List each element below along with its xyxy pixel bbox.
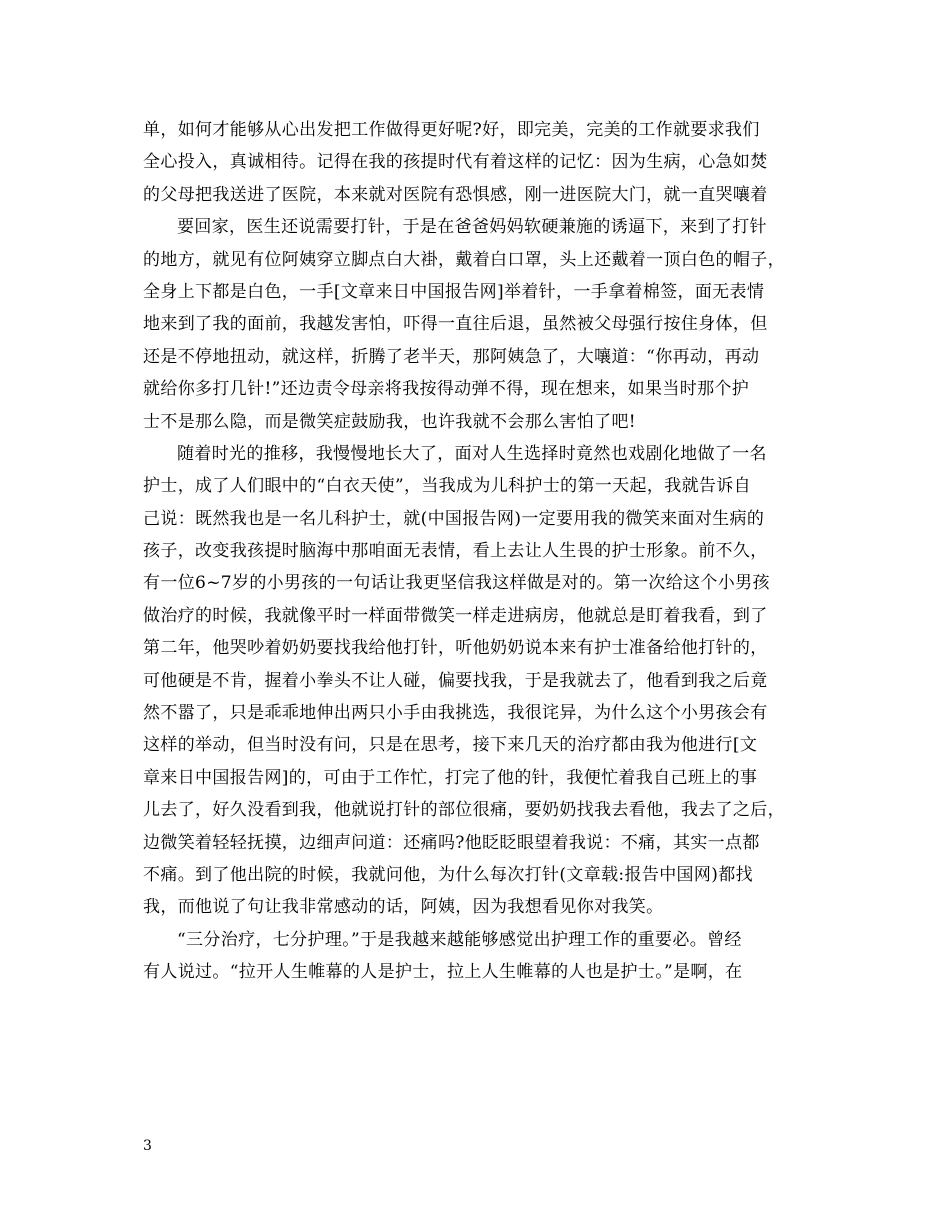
text-line: 这样的举动，但当时没有问，只是在思考，接下来几天的治疗都由我为他进行[文 (143, 735, 758, 756)
text-line: 有人说过。“拉开人生帷幕的人是护士，拉上人生帷幕的人也是护士。”是啊，在 (143, 962, 743, 983)
text-line: 士不是那么隐，而是微笑症鼓励我，也许我就不会那么害怕了吧! (143, 411, 636, 432)
text-line: 地来到了我的面前，我越发害怕，吓得一直往后退，虽然被父母强行按住身体，但 (143, 314, 768, 335)
body-text (143, 114, 813, 989)
text-line: 章来日中国报告网]的，可由于工作忙，打完了他的针，我便忙着我自己班上的事 (143, 767, 758, 788)
text-line: 单，如何才能够从心出发把工作做得更好呢?好，即完美，完美的工作就要求我们 (143, 120, 760, 140)
text-line: 然不嚣了，只是乖乖地伸出两只小手由我挑选，我很诧异，为什么这个小男孩会有 (143, 703, 768, 724)
text-line: 护士，成了人们眼中的“白衣天使”，当我成为儿科护士的第一天起，我就告诉自 (143, 476, 751, 497)
text-line: 要回家，医生还说需要打针，于是在爸爸妈妈软硬兼施的诱逼下，来到了打针 (177, 217, 767, 238)
text-line: “三分治疗，七分护理。”于是我越来越能够感觉出护理工作的重要必。曾经 (177, 929, 742, 950)
text-line: 还是不停地扭动，就这样，折腾了老半天，那阿姨急了，大嚷道：“你再动，再动 (143, 346, 760, 367)
text-line: 可他硬是不肯，握着小拳头不让人碰，偏要找我，于是我就去了，他看到我之后竟 (143, 670, 768, 691)
text-line: 有一位6~7岁的小男孩的一句话让我更坚信我这样做是对的。第一次给这个小男孩 (143, 573, 770, 594)
text-line: 就给你多打几针!”还边责令母亲将我按得动弹不得，现在想来，如果当时那个护 (143, 379, 750, 400)
text-line: 做治疗的时候，我就像平时一样面带微笑一样走进病房，他就总是盯着我看，到了 (143, 605, 768, 626)
text-line: 我，而他说了句让我非常感动的话，阿姨，因为我想看见你对我笑。 (143, 897, 664, 918)
text-line: 儿去了，好久没看到我，他就说打针的部位很痛，要奶奶找我去看他，我去了之后， (143, 800, 785, 821)
text-line: 孩子，改变我孩提时脑海中那咱面无表情，看上去让人生畏的护士形象。前不久， (143, 541, 768, 562)
text-line: 第二年，他哭吵着奶奶要找我给他打针，听他奶奶说本来有护士准备给他打针的， (143, 638, 768, 659)
text-line: 的地方，就见有位阿姨穿立脚点白大褂，戴着白口罩，头上还戴着一顶白色的帽子， (143, 249, 785, 270)
text-line: 不痛。到了他出院的时候，我就问他，为什么每次打针(文章载:报告中国网)都找 (143, 864, 753, 885)
text-line: 全身上下都是白色，一手[文章来日中国报告网]举着针，一手拿着棉签，面无表情 (143, 281, 765, 302)
text-line: 的父母把我送进了医院，本来就对医院有恐惧感，刚一进医院大门，就一直哭嚷着 (143, 184, 768, 205)
text-line: 全心投入，真诚相待。记得在我的孩提时代有着这样的记忆：因为生病，心急如焚 (143, 152, 768, 173)
text-line: 边微笑着轻轻抚摸，边细声问道：还痛吗?他眨眨眼望着我说：不痛，其实一点都 (143, 832, 760, 853)
text-line: 己说：既然我也是一名儿科护士，就(中国报告网)一定要用我的微笑来面对生病的 (143, 508, 765, 529)
page-number: 3 (143, 1138, 152, 1154)
text-line: 随着时光的推移，我慢慢地长大了，面对人生选择时竟然也戏剧化地做了一名 (177, 443, 767, 464)
